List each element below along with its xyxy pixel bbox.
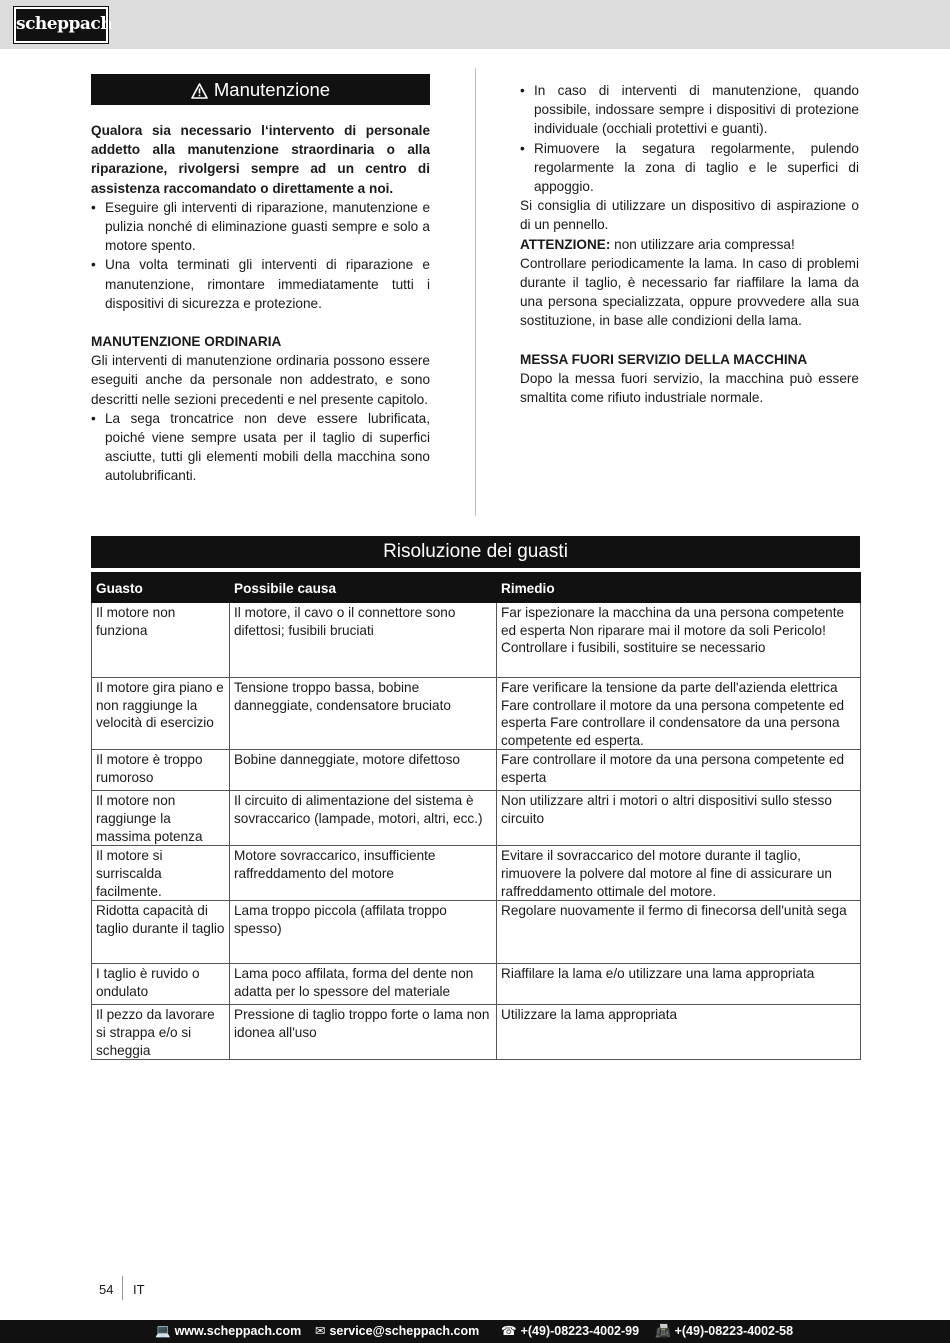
fax-contact [655,1320,793,1343]
envelope-icon: ✉ [315,1324,326,1338]
fault-cell: Ridotta capacità di taglio durante il taglio [92,901,230,964]
email-contact[interactable] [315,1320,479,1343]
attention-label: ATTENZIONE: [520,236,611,252]
column-header-fault: Guasto [92,573,230,603]
computer-icon: 💻 [155,1324,171,1338]
maintenance-heading [91,74,430,105]
cause-cell: Motore sovraccarico, insufficiente raffreddamento del motore [230,846,497,901]
fault-cell: Il motore non funziona [92,603,230,678]
remedy-cell: Evitare il sovraccarico del motore durante il taglio, rimuovere la polvere dal motore al fine di assicurare un raffreddamento ottimale del motore. [497,846,861,901]
fax-number: +(49)-08223-4002-58 [674,1324,794,1338]
table-row [92,1005,861,1060]
ordinary-bullet-list [91,409,430,486]
ordinary-maintenance-heading: MANUTENZIONE ORDINARIA [91,334,282,350]
attention-text: non utilizzare aria compressa! [610,236,795,252]
column-header-cause: Possibile causa [230,573,497,603]
table-row [92,964,861,1005]
phone-contact [501,1320,639,1343]
remedy-cell: Riaffilare la lama e/o utilizzare una lama appropriata [497,964,861,1005]
fault-cell: Il motore è troppo rumoroso [92,750,230,791]
decommission-heading: MESSA FUORI SERVIZIO DELLA MACCHINA [520,351,808,367]
maintenance-bullet-list [91,198,430,313]
cause-cell: Pressione di taglio troppo forte o lama non idonea all'uso [230,1005,497,1060]
website-link[interactable]: www.scheppach.com [174,1324,302,1338]
table-row [92,846,861,901]
troubleshooting-heading: Risoluzione dei guasti [91,536,860,568]
cause-cell: Il circuito di alimentazione del sistema è sovraccarico (lampade, motori, altri, ecc.) [230,791,497,846]
top-bar [0,0,950,49]
email-link[interactable]: service@scheppach.com [329,1324,480,1338]
cause-cell: Bobine danneggiate, motore difettoso [230,750,497,791]
left-column [91,74,430,486]
list-item: • La sega troncatrice non deve essere lubrificata, poiché viene sempre usata per il taglio di superfici asciutte, tutti gli elementi mobili della macchina sono autolubrificanti. [91,409,430,486]
remedy-cell: Fare controllare il motore da una persona competente ed esperta [497,750,861,791]
ordinary-maintenance-text: Gli interventi di manutenzione ordinaria possono essere eseguiti anche da personale non addestrato, e sono descritti nelle sezioni precedenti e nel presente capitolo. [91,353,430,407]
table-row [92,678,861,750]
fault-cell: I taglio è ruvido o ondulato [92,964,230,1005]
remedy-cell: Regolare nuovamente il fermo di finecorsa dell'unità sega [497,901,861,964]
table-row [92,791,861,846]
scheppach-logo: scheppach [14,7,108,43]
website-contact[interactable] [155,1320,301,1343]
remedy-cell: Non utilizzare altri i motori o altri dispositivi sullo stesso circuito [497,791,861,846]
maintenance-title: Manutenzione [213,79,331,100]
attention-note [520,235,859,254]
language-code: IT [133,1282,145,1297]
maintenance-intro: Qualora sia necessario l‘intervento di personale addetto alla manutenzione straordinaria o alla riparazione, rivolgersi sempre ad un centro di assistenza raccomandato o direttamente a noi. [91,123,430,196]
page-number: 54 [99,1282,114,1297]
remedy-cell: Fare verificare la tensione da parte dell'azienda elettrica Fare controllare il motore da una persona competente ed esperta Fare controllare il condensatore da una persona competente ed esperta. [497,678,861,750]
list-item: • In caso di interventi di manutenzione, quando possibile, indossare sempre i dispositivi di protezione individuale (occhiali protettivi e guanti). [520,81,859,139]
phone-icon: ☎ [501,1324,517,1338]
table-row [92,603,861,678]
fault-cell: Il pezzo da lavorare si strappa e/o si scheggia [92,1005,230,1060]
table-row [92,750,861,791]
warning-triangle-icon [191,77,208,108]
troubleshooting-table [91,572,861,1060]
column-header-remedy: Rimedio [497,573,861,603]
list-item: • Eseguire gli interventi di riparazione, manutenzione e pulizia nonché di eliminazione guasti sempre e solo a motore spento. [91,198,430,256]
footer-divider [122,1276,123,1300]
suction-text: Si consiglia di utilizzare un dispositivo di aspirazione o di un pennello. [520,198,859,233]
list-item: • Rimuovere la segatura regolarmente, pulendo regolarmente la zona di taglio e le superfici di appoggio. [520,139,859,197]
fax-icon: 📠 [655,1324,671,1338]
cause-cell: Lama poco affilata, forma del dente non adatta per lo spessore del materiale [230,964,497,1005]
table-row [92,901,861,964]
blade-check-text: Controllare periodicamente la lama. In caso di problemi durante il taglio, è necessario far riaffilare la lama da una persona specializzata, oppure provvedere alla sua sostituzione, in base alle condizioni della lama. [520,255,859,329]
table-header-row [92,573,861,603]
fault-cell: Il motore gira piano e non raggiunge la velocità di esercizio [92,678,230,750]
phone-number: +(49)-08223-4002-99 [520,1324,640,1338]
fault-cell: Il motore non raggiunge la massima potenza [92,791,230,846]
fault-cell: Il motore si surriscalda facilmente. [92,846,230,901]
cause-cell: Il motore, il cavo o il connettore sono difettosi; fusibili bruciati [230,603,497,678]
decommission-text: Dopo la messa fuori servizio, la macchina può essere smaltita come rifiuto industriale normale. [520,370,859,406]
cause-cell: Tensione troppo bassa, bobine danneggiate, condensatore bruciato [230,678,497,750]
list-item: • Una volta terminati gli interventi di riparazione e manutenzione, rimontare immediatamente tutti i dispositivi di sicurezza e protezione. [91,255,430,313]
cause-cell: Lama troppo piccola (affilata troppo spesso) [230,901,497,964]
right-bullet-list [520,81,859,196]
right-column [520,81,859,407]
contact-bar [0,1320,950,1343]
column-divider [475,68,476,516]
remedy-cell: Far ispezionare la macchina da una persona competente ed esperta Non riparare mai il motore da soli Pericolo! Controllare i fusibili, sostituire se necessario [497,603,861,678]
remedy-cell: Utilizzare la lama appropriata [497,1005,861,1060]
